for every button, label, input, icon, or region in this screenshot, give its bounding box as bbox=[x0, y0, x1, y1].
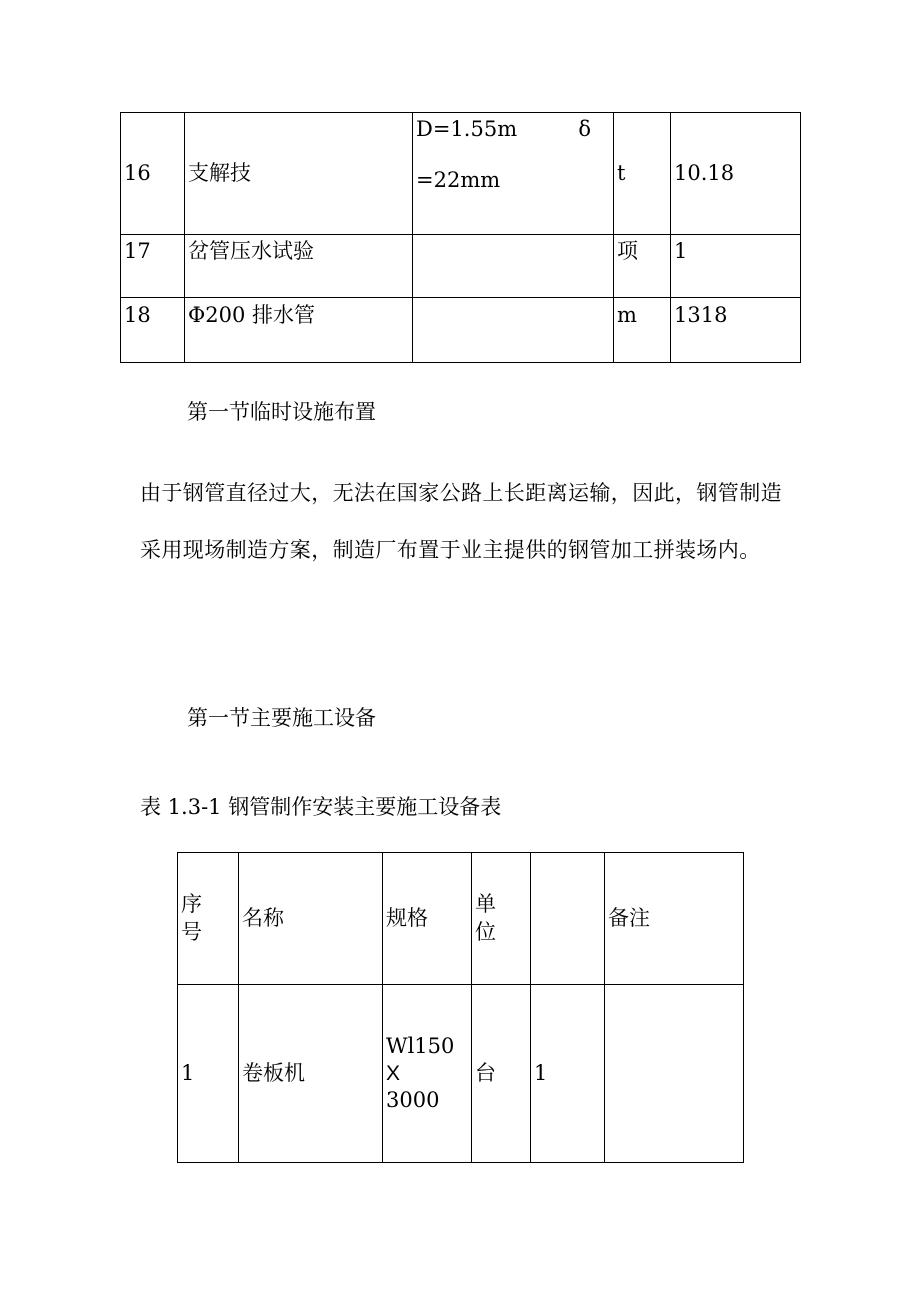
row-number: 18 bbox=[121, 298, 185, 363]
item-spec bbox=[413, 235, 614, 298]
row-number: 17 bbox=[121, 235, 185, 298]
item-spec: D=1.55m δ =22mm bbox=[413, 113, 614, 235]
section-heading-main-equipment: 第一节主要施工设备 bbox=[187, 706, 376, 730]
table-row bbox=[121, 298, 801, 363]
header-spec: 规格 bbox=[383, 853, 472, 985]
item-name: Φ200 排水管 bbox=[185, 298, 413, 363]
header-unit: 单 位 bbox=[472, 853, 531, 985]
item-spec: Wl150 X 3000 bbox=[383, 985, 472, 1163]
item-unit: m bbox=[614, 298, 671, 363]
item-name: 支解技 bbox=[185, 113, 413, 235]
row-number: 16 bbox=[121, 113, 185, 235]
item-unit: 项 bbox=[614, 235, 671, 298]
item-name: 卷板机 bbox=[239, 985, 383, 1163]
item-name: 岔管压水试验 bbox=[185, 235, 413, 298]
item-note bbox=[605, 985, 744, 1163]
header-name: 名称 bbox=[239, 853, 383, 985]
section-heading-temporary-facilities: 第一节临时设施布置 bbox=[187, 400, 376, 424]
table-row bbox=[121, 113, 801, 235]
table-caption: 表 1.3-1 钢管制作安装主要施工设备表 bbox=[140, 795, 502, 819]
equipment-table bbox=[177, 852, 744, 1163]
table-header-row bbox=[178, 853, 744, 985]
item-spec bbox=[413, 298, 614, 363]
item-quantity: 1 bbox=[531, 985, 605, 1163]
header-note: 备注 bbox=[605, 853, 744, 985]
section-paragraph: 由于钢管直径过大，无法在国家公路上长距离运输，因此，钢管制造采用现场制造方案，制造厂布置于业主提供的钢管加工拼装场内。 bbox=[140, 481, 782, 562]
table-row bbox=[178, 985, 744, 1163]
header-quantity bbox=[531, 853, 605, 985]
header-number: 序 号 bbox=[178, 853, 239, 985]
table-row bbox=[121, 235, 801, 298]
item-quantity: 1 bbox=[671, 235, 801, 298]
item-unit: t bbox=[614, 113, 671, 235]
materials-table bbox=[120, 112, 801, 363]
row-number: 1 bbox=[178, 985, 239, 1163]
item-quantity: 10.18 bbox=[671, 113, 801, 235]
item-quantity: 1318 bbox=[671, 298, 801, 363]
item-unit: 台 bbox=[472, 985, 531, 1163]
